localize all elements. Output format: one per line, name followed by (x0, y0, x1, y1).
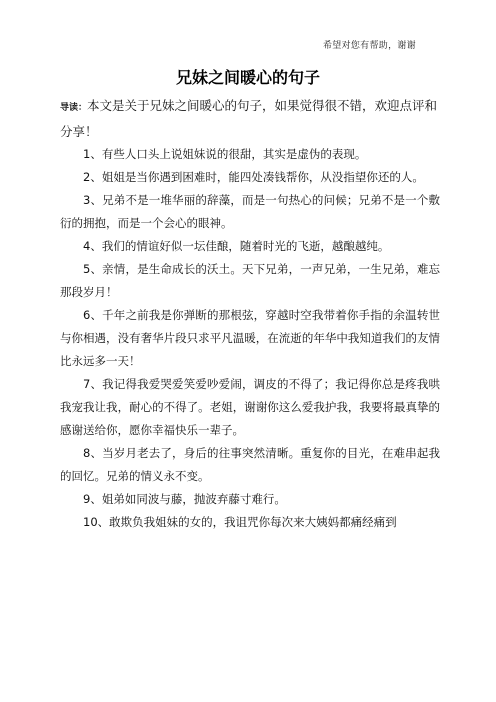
header-note: 希望对您有帮助，谢谢 (322, 41, 416, 51)
list-item: 3、兄弟不是一堆华丽的辞藻，而是一句热心的问候；兄弟不是一个敷衍的拥抱，而是一个会心的眼神。 (60, 193, 440, 230)
intro-text: 本文是关于兄妹之间暖心的句子，如果觉得很不错，欢迎点评和分享！ (60, 98, 438, 139)
list-item: 6、千年之前我是你弹断的那根弦，穿越时空我带着你手指的余温转世与你相遇，没有奢华片段只求平凡温暖，在流逝的年华中我知道我们的友情比永远多一天！ (60, 308, 440, 368)
list-item: 4、我们的情谊好似一坛佳酿，随着时光的飞逝，越酿越纯。 (83, 239, 390, 253)
document-body (60, 94, 440, 534)
list-item: 1、有些人口头上说姐妹说的很甜，其实是虚伪的表现。 (83, 147, 367, 161)
intro-label: 导读： (60, 103, 88, 113)
list-item: 9、姐弟如同波与藤，抛波弃藤寸难行。 (83, 492, 286, 506)
intro-paragraph (60, 94, 440, 143)
list-item: 10、敢欺负我姐妹的女的，我诅咒你每次来大姨妈都痛经痛到 (83, 515, 397, 529)
list-item: 7、我记得我爱哭爱笑爱吵爱闹，调皮的不得了；我记得你总是疼我哄我宠我让我，耐心的不得了。老姐，谢谢你这么爱我护我，我要将最真挚的感谢送给你，愿你幸福快乐一辈子。 (60, 377, 440, 437)
document-title: 兄妹之间暖心的句子 (175, 68, 320, 87)
list-item: 8、当岁月老去了，身后的往事突然清晰。重复你的目光，在难串起我的回忆。兄弟的情义永不变。 (60, 446, 440, 483)
list-item: 2、姐姐是当你遇到困难时，能四处凑钱帮你，从没指望你还的人。 (83, 170, 424, 184)
list-item: 5、亲情，是生命成长的沃土。天下兄弟，一声兄弟，一生兄弟，难忘那段岁月！ (60, 262, 440, 299)
